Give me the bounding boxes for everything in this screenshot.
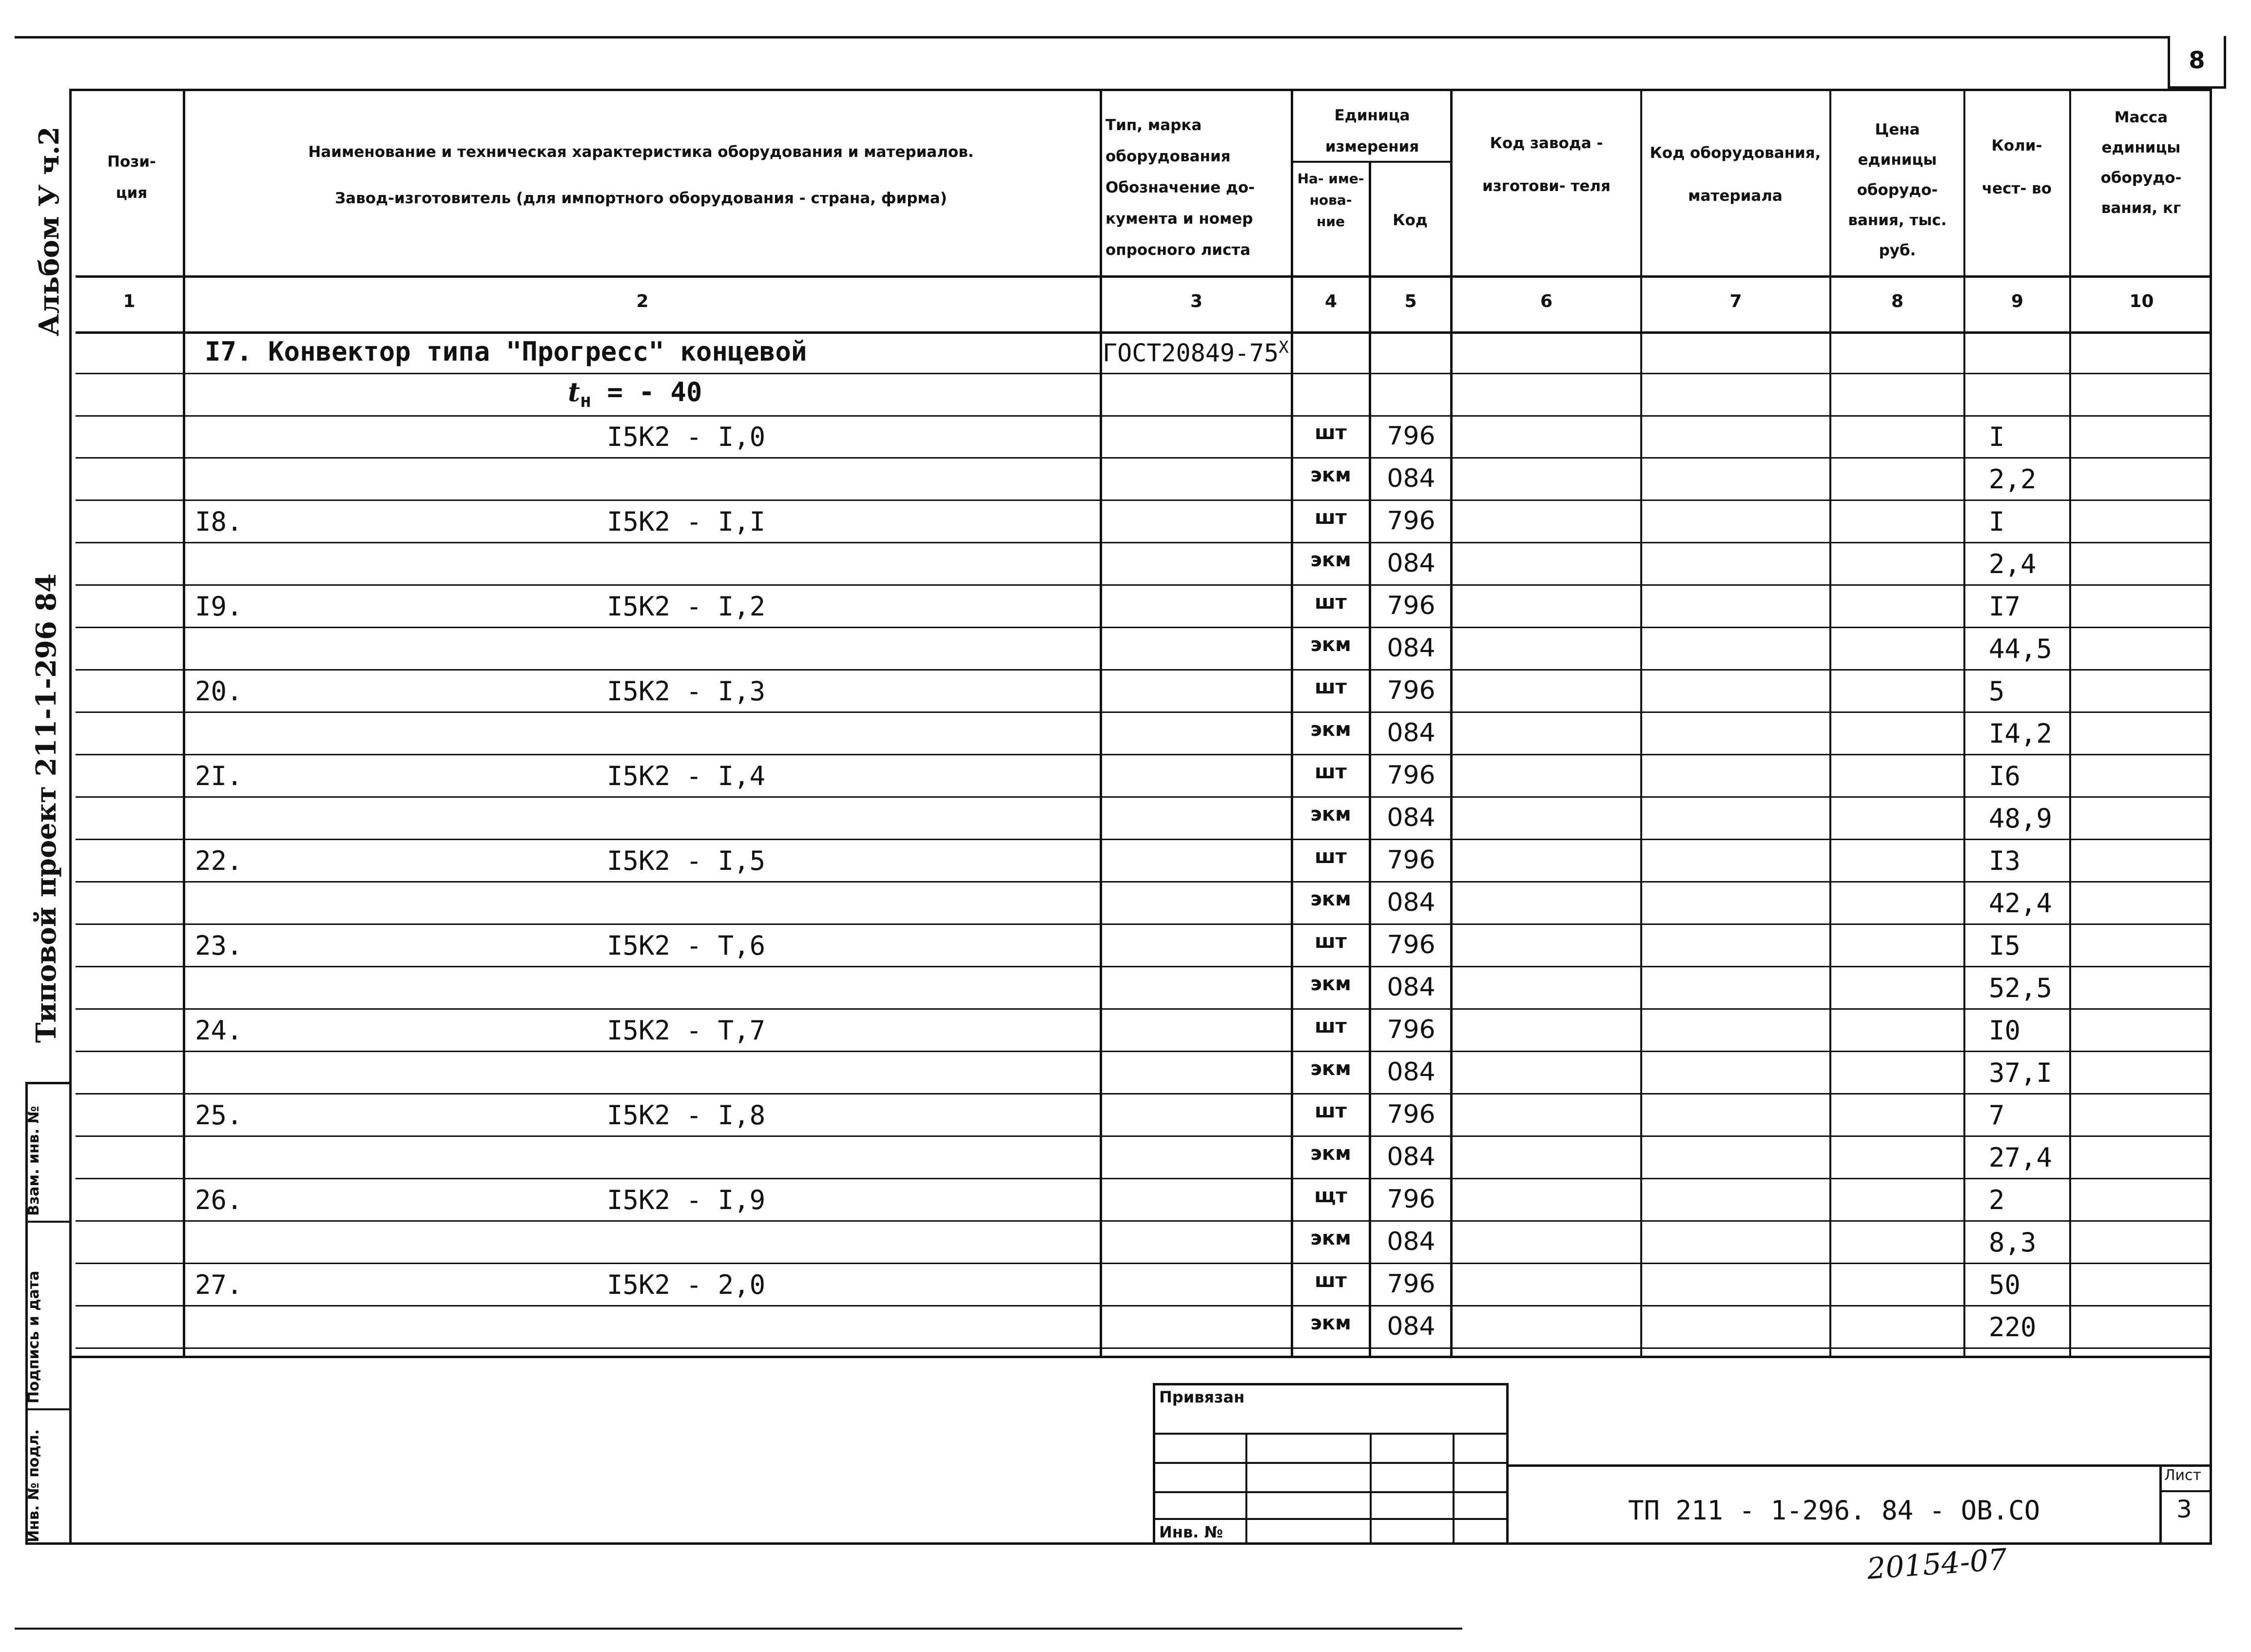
column-number: 10 xyxy=(2129,291,2154,311)
row-quantity: 42,4 xyxy=(1989,888,2053,919)
row-position: 26. xyxy=(195,1185,243,1215)
sheet-value: 3 xyxy=(2176,1495,2192,1523)
row-quantity: 7 xyxy=(1989,1100,2005,1131)
row-name: I5К2 - I,9 xyxy=(607,1185,766,1215)
row-code: 084 xyxy=(1387,1227,1436,1256)
column-number: 3 xyxy=(1190,291,1203,311)
binding-stamp xyxy=(1153,1383,1509,1545)
row-quantity: I0 xyxy=(1989,1015,2021,1046)
row-unit: экм xyxy=(1310,888,1351,910)
row-unit: шт xyxy=(1315,591,1347,614)
row-code: 796 xyxy=(1387,845,1436,875)
row-unit: экм xyxy=(1310,803,1351,826)
column-number: 4 xyxy=(1324,291,1338,311)
header-unit-group: Единица измерения xyxy=(1325,107,1419,155)
row-name: I5К2 - I,4 xyxy=(607,761,766,791)
column-number: 6 xyxy=(1540,291,1553,311)
row-quantity: I5 xyxy=(1989,930,2021,961)
row-name: I5К2 - I,3 xyxy=(607,676,766,707)
row-quantity: I7 xyxy=(1989,591,2021,622)
header-price: Цена единицы оборудо- вания, тыс. руб. xyxy=(1848,121,1947,259)
gost-text: ГОСТ20849-75 xyxy=(1103,339,1279,367)
column-number: 5 xyxy=(1404,291,1417,311)
row-unit: шт xyxy=(1315,676,1347,698)
column-number: 2 xyxy=(636,291,649,311)
row-quantity: 48,9 xyxy=(1989,803,2053,834)
row-code: 796 xyxy=(1387,930,1436,960)
stamp-3-label: Инв. № подл. xyxy=(25,1429,42,1542)
row-quantity: 2,4 xyxy=(1989,549,2037,579)
row-unit: экм xyxy=(1310,718,1351,741)
row-name: I5К2 - T,6 xyxy=(607,930,766,961)
row-code: 084 xyxy=(1387,1057,1436,1087)
row-position: 25. xyxy=(195,1100,243,1131)
row-position: 23. xyxy=(195,930,243,961)
archive-number: 20154-07 xyxy=(1865,1542,2008,1586)
header-quantity: Коли- чест- во xyxy=(1981,137,2052,197)
header-unit-code: Код xyxy=(1393,211,1428,229)
row-quantity: I6 xyxy=(1989,761,2021,791)
row-quantity: 5 xyxy=(1989,676,2005,707)
row-position: I8. xyxy=(195,506,243,537)
row-unit: экм xyxy=(1310,973,1351,995)
row-code: 796 xyxy=(1387,591,1436,620)
row-unit: шт xyxy=(1315,1269,1347,1292)
row-code: 084 xyxy=(1387,549,1436,578)
row-quantity: 27,4 xyxy=(1989,1142,2053,1173)
project-label: Типовой проект 211-1-296 84 xyxy=(30,573,62,1043)
row-code: 796 xyxy=(1387,422,1436,451)
bound-label: Привязан xyxy=(1159,1388,1245,1406)
temp-subscript: н xyxy=(580,389,591,411)
row-unit: шт xyxy=(1315,422,1347,444)
row-code: 084 xyxy=(1387,1142,1436,1172)
row-position: 20. xyxy=(195,676,243,707)
row-unit: щт xyxy=(1314,1185,1347,1207)
column-number: 1 xyxy=(123,291,136,311)
sheet-label: Лист xyxy=(2164,1467,2202,1484)
row-code: 084 xyxy=(1387,803,1436,832)
row-code: 796 xyxy=(1387,1269,1436,1299)
row-unit: экм xyxy=(1310,549,1351,571)
column-number: 7 xyxy=(1729,291,1742,311)
album-label: Альбом У ч.2 xyxy=(33,126,65,336)
temp-value: = - 40 xyxy=(607,377,702,407)
row-unit: шт xyxy=(1315,1015,1347,1037)
row-unit: экм xyxy=(1310,1227,1351,1249)
row-quantity: I xyxy=(1989,422,2005,452)
header-name-line1: Наименование и техническая характеристика оборудования и материалов. xyxy=(308,143,974,161)
row-code: 796 xyxy=(1387,761,1436,790)
row-unit: экм xyxy=(1310,1057,1351,1080)
row-position: 27. xyxy=(195,1269,243,1300)
row-name: I5К2 - I,0 xyxy=(607,422,766,452)
row-quantity: 37,I xyxy=(1989,1057,2053,1088)
row-quantity: 220 xyxy=(1989,1312,2037,1343)
stamp-1-label: Взам. инв. № xyxy=(25,1106,42,1216)
row-code: 796 xyxy=(1387,1015,1436,1044)
row-quantity: 2 xyxy=(1989,1185,2005,1215)
row-position: 22. xyxy=(195,845,243,876)
row-quantity: 50 xyxy=(1989,1269,2021,1300)
row-name: I5К2 - I,2 xyxy=(607,591,766,622)
row-unit: экм xyxy=(1310,1142,1351,1165)
header-equipment-code: Код оборудования, материала xyxy=(1649,144,1821,205)
row-unit: шт xyxy=(1315,506,1347,529)
stamp-2-label: Подпись и дата xyxy=(25,1270,42,1403)
header-mass: Масса единицы оборудо- вания, кг xyxy=(2100,109,2182,217)
column-number: 9 xyxy=(2011,291,2024,311)
row-unit: шт xyxy=(1315,930,1347,953)
title-row-name: I7. Конвектор типа "Прогресс" концевой xyxy=(205,336,807,367)
row-quantity: I4,2 xyxy=(1989,718,2053,749)
header-factory-code: Код завода - изготови- теля xyxy=(1482,134,1611,195)
title-row-temperature xyxy=(568,376,702,411)
row-code: 084 xyxy=(1387,888,1436,917)
row-name: I5К2 - T,7 xyxy=(607,1015,766,1046)
row-code: 796 xyxy=(1387,506,1436,536)
row-quantity: 8,3 xyxy=(1989,1227,2037,1258)
row-unit: экм xyxy=(1310,464,1351,486)
row-quantity: I3 xyxy=(1989,845,2021,876)
column-number: 8 xyxy=(1891,291,1904,311)
row-code: 796 xyxy=(1387,676,1436,705)
header-unit-name: На- име- нова- ние xyxy=(1297,171,1364,230)
row-quantity: 44,5 xyxy=(1989,634,2053,664)
row-quantity: I xyxy=(1989,506,2005,537)
doc-code: ТП 211 - 1-296. 84 - ОВ.СО xyxy=(1628,1495,2040,1526)
row-code: 084 xyxy=(1387,464,1436,493)
title-row-gost xyxy=(1103,338,1289,367)
inv-label: Инв. № xyxy=(1159,1523,1223,1541)
sheet-number-top: 8 xyxy=(2189,47,2205,74)
row-name: I5К2 - I,8 xyxy=(607,1100,766,1131)
row-code: 084 xyxy=(1387,634,1436,663)
row-code: 796 xyxy=(1387,1100,1436,1129)
row-position: 24. xyxy=(195,1015,243,1046)
gost-superscript: Х xyxy=(1279,338,1289,357)
row-unit: шт xyxy=(1315,1100,1347,1122)
sheet-number-box xyxy=(2168,36,2226,89)
row-unit: экм xyxy=(1310,634,1351,656)
row-quantity: 2,2 xyxy=(1989,464,2037,495)
row-code: 796 xyxy=(1387,1185,1436,1214)
row-unit: экм xyxy=(1310,1312,1351,1334)
header-type: Тип, марка оборудования Обозначение до- кумента и номер опросного листа xyxy=(1106,116,1255,259)
row-quantity: 52,5 xyxy=(1989,973,2053,1003)
row-code: 084 xyxy=(1387,718,1436,748)
row-position: 2I. xyxy=(195,761,243,791)
row-name: I5К2 - I,5 xyxy=(607,845,766,876)
row-unit: шт xyxy=(1315,845,1347,868)
header-name-line2: Завод-изготовитель (для импортного оборудования - страна, фирма) xyxy=(335,190,947,207)
row-position: I9. xyxy=(195,591,243,622)
row-name: I5К2 - 2,0 xyxy=(607,1269,766,1300)
row-unit: шт xyxy=(1315,761,1347,783)
row-code: 084 xyxy=(1387,1312,1436,1341)
row-name: I5К2 - I,I xyxy=(607,506,766,537)
temp-symbol: t xyxy=(568,376,580,407)
row-code: 084 xyxy=(1387,973,1436,1002)
header-position: Пози- ция xyxy=(107,153,156,202)
